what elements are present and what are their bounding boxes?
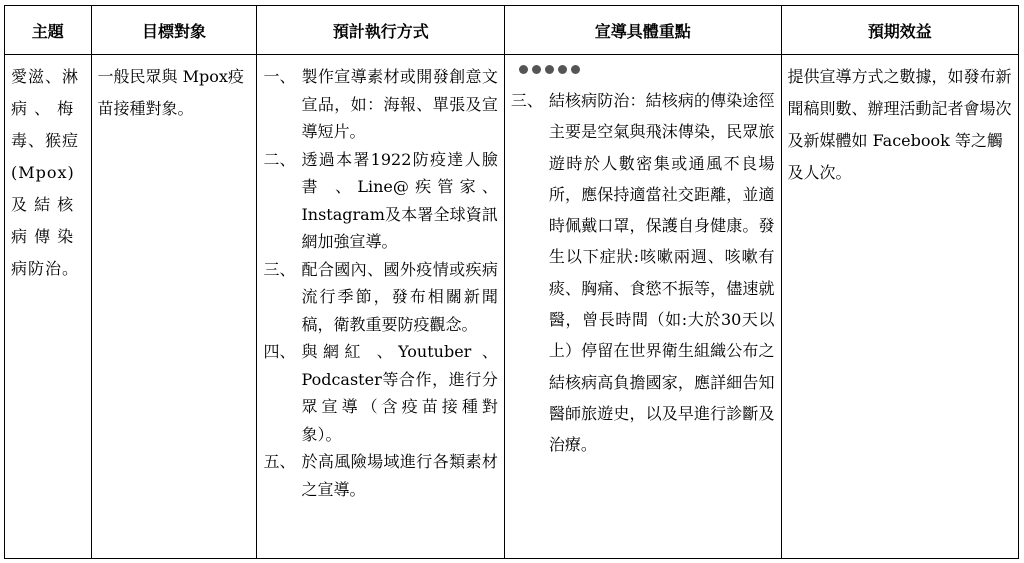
dot-icon bbox=[519, 65, 528, 74]
focus-cell bbox=[504, 55, 781, 559]
method-item bbox=[263, 256, 497, 339]
header-effect: 預期效益 bbox=[781, 6, 1018, 55]
header-topic: 主題 bbox=[5, 6, 92, 55]
method-number: 三、 bbox=[263, 259, 296, 279]
header-row bbox=[5, 6, 1019, 55]
method-text: 製作宣導素材或開發創意文宣品，如：海報、單張及宣導短片。 bbox=[301, 67, 498, 141]
redaction-dots bbox=[511, 59, 775, 83]
method-number: 二、 bbox=[263, 149, 296, 169]
focus-text: 結核病防治：結核病的傳染途徑主要是空氣與飛沫傳染，民眾旅遊時於人數密集或通風不良場所，應保持適當社交距離，並適時佩戴口罩，保護自身健康。發生以下症狀:咳嗽兩週、咳嗽有痰、胸痛、食慾不振等，儘速就醫，曾長時間（如:大於30天以上）停留在世界衛生組織公布之結核病高負擔國家，應詳細告知醫師旅遊史，以及早進行診斷及治療。 bbox=[548, 91, 775, 455]
method-item bbox=[263, 338, 497, 448]
methods-cell bbox=[257, 55, 504, 559]
focus-number: 三、 bbox=[510, 91, 543, 110]
method-item bbox=[263, 63, 497, 146]
content-row bbox=[5, 55, 1019, 559]
method-text: 配合國內、國外疫情或疾病流行季節，發布相關新聞稿，衛教重要防疫觀念。 bbox=[301, 259, 498, 334]
target-cell: 一般民眾與 Mpox疫苗接種對象。 bbox=[91, 55, 257, 559]
header-methods: 預計執行方式 bbox=[257, 6, 504, 55]
focus-item bbox=[511, 85, 775, 461]
header-focus: 宣導具體重點 bbox=[504, 6, 781, 55]
plan-table bbox=[4, 5, 1019, 559]
dot-icon bbox=[532, 65, 541, 74]
method-number: 五、 bbox=[263, 452, 296, 471]
dot-icon bbox=[558, 65, 567, 74]
method-text: 透過本署1922防疫達人臉書 、Line@疾管家、Instagram及本署全球資訊網加強宣導。 bbox=[301, 149, 498, 251]
method-number: 四、 bbox=[263, 342, 296, 361]
header-target: 目標對象 bbox=[91, 6, 257, 55]
method-text: 於高風險場域進行各類素材之宣導。 bbox=[301, 452, 498, 499]
methods-list bbox=[263, 59, 497, 503]
method-item bbox=[263, 448, 497, 503]
dot-icon bbox=[545, 65, 554, 74]
dot-icon bbox=[571, 65, 580, 74]
method-number: 一、 bbox=[263, 67, 296, 86]
effect-cell: 提供宣導方式之數據，如發布新聞稿則數、辦理活動記者會場次及新媒體如 Facebook 等之觸及人次。 bbox=[781, 55, 1018, 559]
method-text: 與網紅 、Youtuber 、Podcaster等合作，進行分眾宣導（含疫苗接種對象）。 bbox=[301, 342, 498, 444]
topic-cell: 愛滋、淋病 、 梅毒、猴痘(Mpox)及 結 核 病 傳 染病防治。 bbox=[5, 55, 92, 559]
method-item bbox=[263, 146, 497, 256]
